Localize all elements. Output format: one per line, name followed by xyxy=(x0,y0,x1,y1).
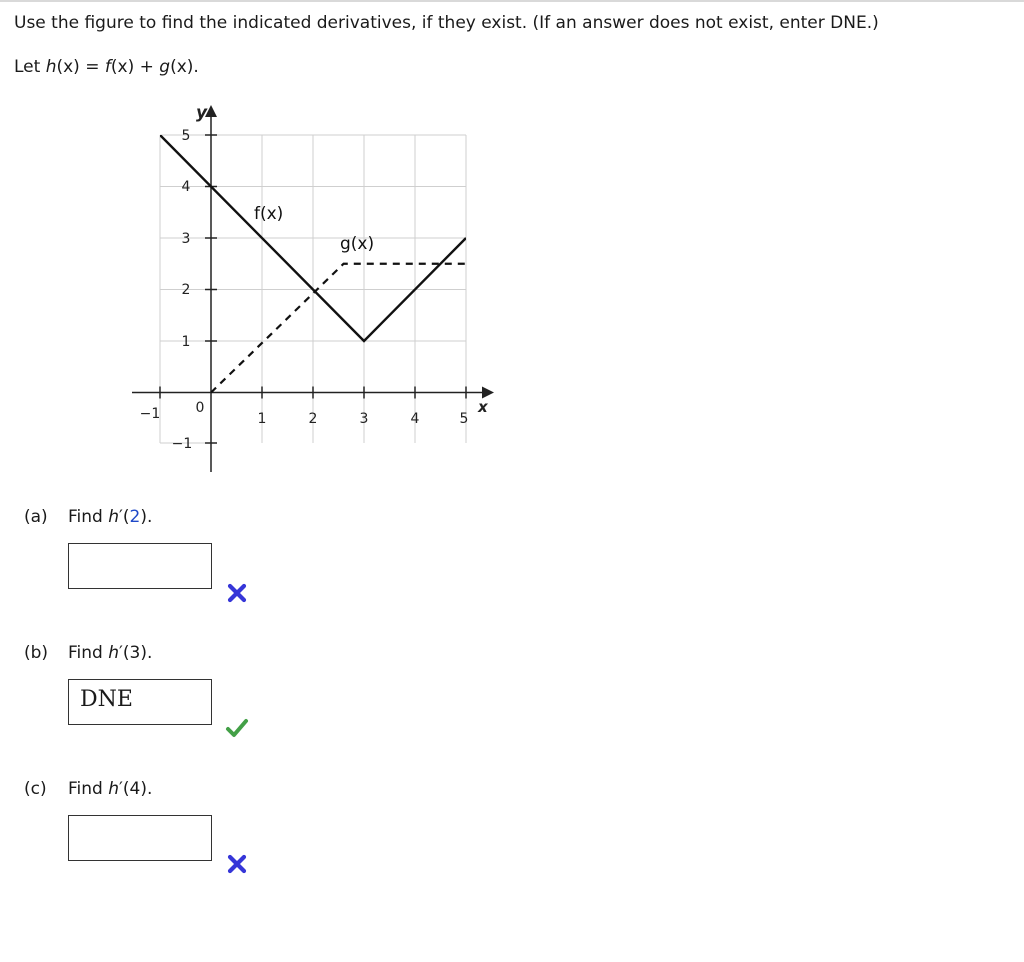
graph-figure xyxy=(120,100,488,484)
y-tick-label: 1 xyxy=(181,334,191,350)
question-letter: (a) xyxy=(24,507,48,527)
x-tick-label: 0 xyxy=(195,400,205,416)
top-divider xyxy=(0,0,1024,2)
h-argument: (x) xyxy=(56,57,80,77)
instructions-text: Use the figure to find the indicated derivatives, if they exist. (If an answer does not exist, enter DNE.) xyxy=(14,13,879,33)
question-letter: (c) xyxy=(24,779,47,799)
y-tick-label: 2 xyxy=(181,282,191,298)
g-argument: (x). xyxy=(170,57,199,77)
y-tick-label: −1 xyxy=(171,436,193,452)
x-tick-label: −1 xyxy=(139,406,161,422)
question-c xyxy=(24,779,152,799)
definition-prefix: Let xyxy=(14,57,46,77)
equals-sign: = xyxy=(79,57,105,77)
question-arg: 2 xyxy=(129,507,141,527)
y-axis-label: y xyxy=(196,103,208,123)
x-tick-label: 1 xyxy=(257,411,267,427)
x-tick-label: 3 xyxy=(359,411,369,427)
question-fn: h xyxy=(108,779,120,799)
answer-input-b[interactable]: DNE xyxy=(68,679,212,725)
question-find: Find xyxy=(68,779,109,799)
question-prime: ′( xyxy=(119,507,130,527)
function-definition xyxy=(14,57,199,77)
graph-svg xyxy=(120,100,488,480)
question-arg: 4 xyxy=(129,779,141,799)
x-tick-label: 2 xyxy=(308,411,318,427)
question-close: ). xyxy=(140,507,153,527)
y-tick-label: 5 xyxy=(181,128,191,144)
question-fn: h xyxy=(108,507,120,527)
answer-input-c[interactable] xyxy=(68,815,212,861)
x-tick-label: 5 xyxy=(459,411,469,427)
answer-input-a[interactable] xyxy=(68,543,212,589)
x-axis-arrow xyxy=(482,387,494,399)
x-axis-label: x xyxy=(478,398,488,416)
question-b xyxy=(24,643,152,663)
question-close: ). xyxy=(140,643,153,663)
g-symbol: g xyxy=(159,57,171,77)
incorrect-x-icon xyxy=(225,581,249,605)
question-close: ). xyxy=(140,779,153,799)
question-fn: h xyxy=(108,643,120,663)
correct-check-icon xyxy=(225,716,249,740)
y-tick-label: 3 xyxy=(181,231,191,247)
x-tick-label: 4 xyxy=(410,411,420,427)
question-find: Find xyxy=(68,643,109,663)
f-argument: (x) xyxy=(110,57,135,77)
g-curve-label: g(x) xyxy=(340,234,375,254)
g-curve xyxy=(211,264,466,393)
question-letter: (b) xyxy=(24,643,49,663)
question-arg: 3 xyxy=(129,643,141,663)
question-a xyxy=(24,507,152,527)
f-symbol: f xyxy=(104,57,111,77)
question-prime: ′( xyxy=(119,643,130,663)
h-symbol: h xyxy=(45,57,57,77)
question-find: Find xyxy=(68,507,109,527)
f-curve-label: f(x) xyxy=(254,204,284,224)
incorrect-x-icon xyxy=(225,852,249,876)
plus-sign: + xyxy=(134,57,160,77)
y-tick-label: 4 xyxy=(181,179,191,195)
question-prime: ′( xyxy=(119,779,130,799)
